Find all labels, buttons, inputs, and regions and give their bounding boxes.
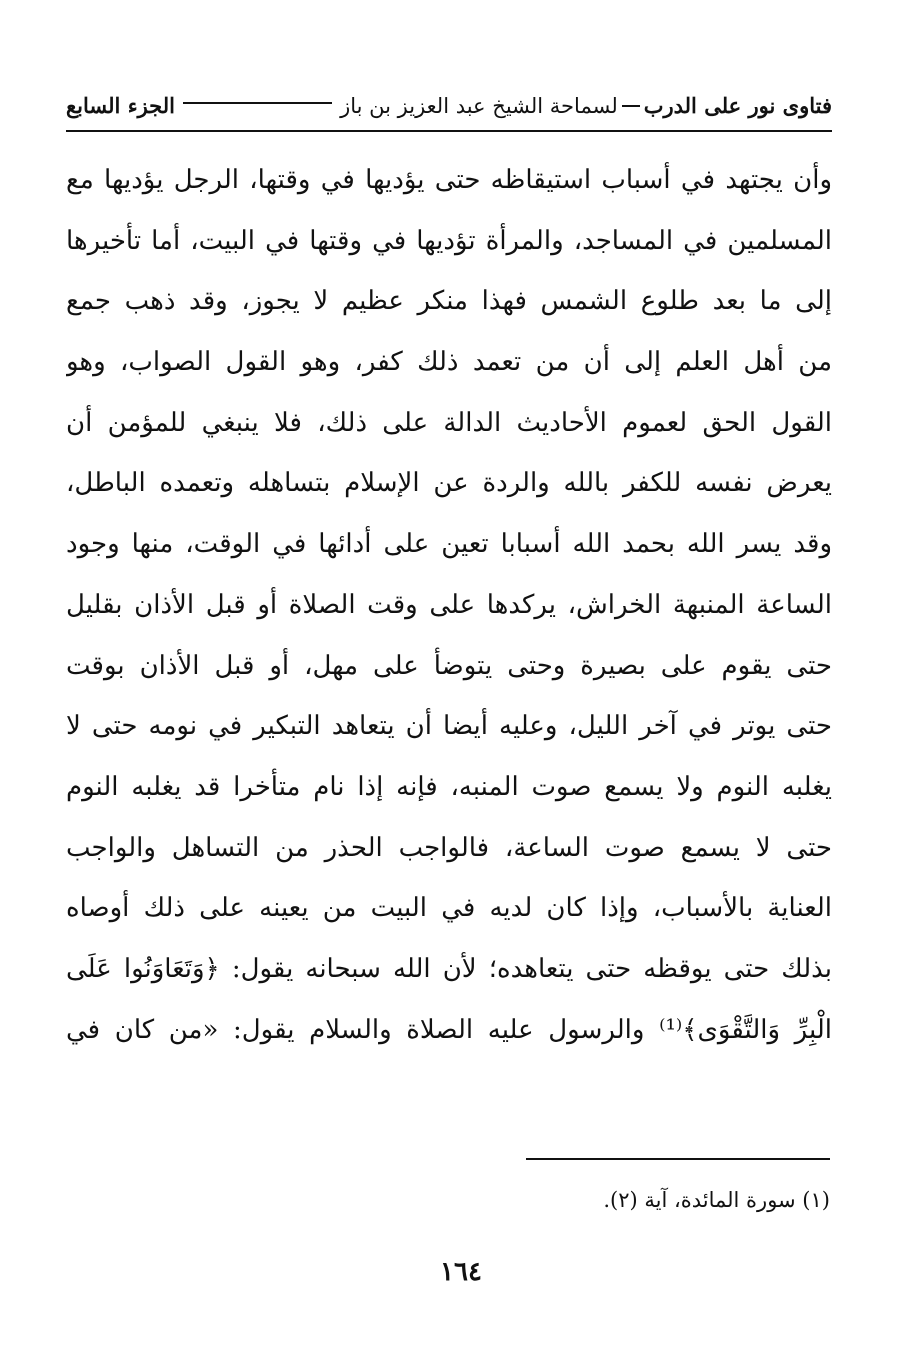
text-line: حتى يوتر في آخر الليل، وعليه أيضا أن يتعاهد التبكير في نومه حتى لا (66, 711, 832, 742)
text-line: القول الحق لعموم الأحاديث الدالة على ذلك، فلا ينبغي للمؤمن أن (66, 407, 832, 438)
text-line: حتى يقوم على بصيرة وحتى يتوضأ على مهل، أو قبل الأذان بوقت (66, 650, 832, 681)
text-line: المسلمين في المساجد، والمرأة تؤديها في وقتها في البيت، أما تأخيرها (66, 225, 832, 256)
title-separator (622, 105, 640, 107)
body-text (66, 150, 832, 1060)
book-author: لسماحة الشيخ عبد العزيز بن باز (340, 94, 618, 118)
text-line: العناية بالأسباب، وإذا كان لديه في البيت من يعينه على ذلك أوصاه (66, 893, 832, 924)
header-leader-line (183, 102, 332, 104)
footnote-rule (526, 1158, 830, 1160)
text-line: وقد يسر الله بحمد الله أسبابا تعين على أدائها في الوقت، منها وجود (66, 529, 832, 560)
text-line: بذلك حتى يوقظه حتى يتعاهده؛ لأن الله سبحانه يقول: ﴿وَتَعَاوَنُوا عَلَى (66, 953, 832, 984)
header-rule (66, 130, 832, 132)
text-line: من أهل العلم إلى أن من تعمد ذلك كفر، وهو القول الصواب، وهو (66, 347, 832, 378)
text-line: وأن يجتهد في أسباب استيقاظه حتى يؤديها في وقتها، الرجل يؤديها مع (66, 165, 832, 195)
book-title: فتاوى نور على الدرب (643, 93, 832, 118)
volume-label: الجزء السابع (66, 93, 175, 118)
running-header (66, 88, 832, 124)
text-line: يغلبه النوم ولا يسمع صوت المنبه، فإنه إذا نام متأخرا قد يغلبه النوم (66, 771, 832, 802)
text-line: الْبِرِّ وَالتَّقْوَى﴾⁽¹⁾ والرسول عليه الصلاة والسلام يقول: «من كان في (66, 1014, 832, 1045)
text-line: إلى ما بعد طلوع الشمس فهذا منكر عظيم لا يجوز، وقد ذهب جمع (66, 286, 832, 317)
footnote: (١) سورة المائدة، آية (٢). (603, 1188, 830, 1212)
text-line: يعرض نفسه للكفر بالله والردة عن الإسلام بتساهله وتعمده الباطل، (66, 468, 832, 499)
text-line: حتى لا يسمع صوت الساعة، فالواجب الحذر من التساهل والواجب (66, 832, 832, 863)
text-line: الساعة المنبهة الخراش، يركدها على وقت الصلاة أو قبل الأذان بقليل (66, 589, 832, 620)
page-number: ١٦٤ (440, 1257, 482, 1287)
